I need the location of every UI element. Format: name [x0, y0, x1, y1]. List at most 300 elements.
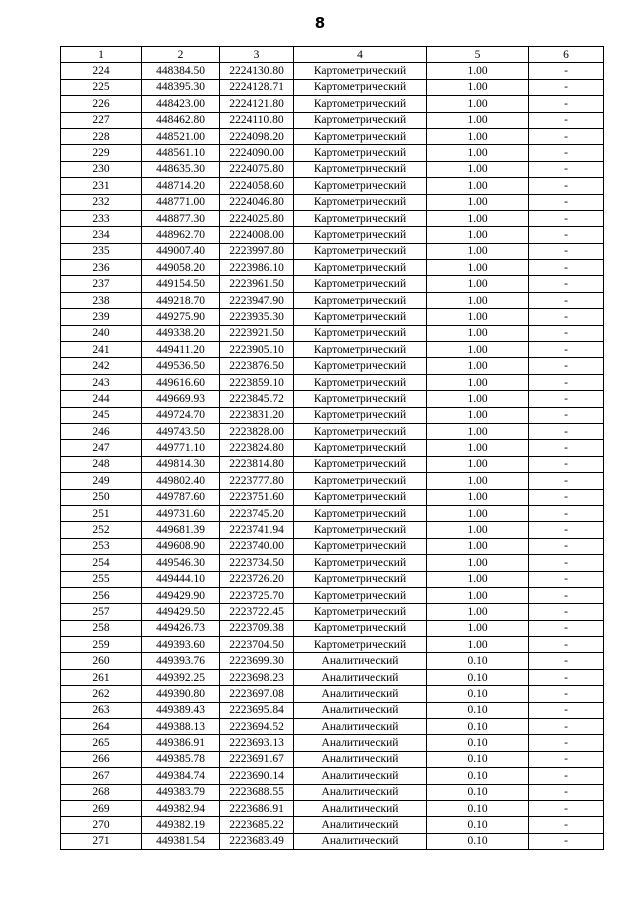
- table-cell: Картометрический: [294, 96, 427, 112]
- table-cell: -: [529, 604, 604, 620]
- table-cell: 1.00: [427, 309, 529, 325]
- table-cell: 2223986.10: [220, 260, 294, 276]
- table-cell: -: [529, 292, 604, 308]
- table-row: [61, 210, 604, 226]
- table-cell: 0.10: [427, 719, 529, 735]
- table-row: [61, 800, 604, 816]
- table-cell: Аналитический: [294, 751, 427, 767]
- table-cell: Картометрический: [294, 145, 427, 161]
- table-cell: Картометрический: [294, 79, 427, 95]
- table-cell: Аналитический: [294, 686, 427, 702]
- table-cell: 2223859.10: [220, 374, 294, 390]
- table-cell: Картометрический: [294, 604, 427, 620]
- table-cell: 449218.70: [142, 292, 220, 308]
- table-cell: -: [529, 669, 604, 685]
- table-cell: 235: [61, 243, 142, 259]
- table-cell: Картометрический: [294, 194, 427, 210]
- table-cell: -: [529, 538, 604, 554]
- column-header: 1: [61, 47, 142, 63]
- page-number: 8: [314, 14, 326, 32]
- table-row: [61, 571, 604, 587]
- table-cell: 2224008.00: [220, 227, 294, 243]
- table-row: [61, 292, 604, 308]
- table-cell: Картометрический: [294, 128, 427, 144]
- table-cell: 268: [61, 784, 142, 800]
- table-cell: 448462.80: [142, 112, 220, 128]
- table-cell: 449275.90: [142, 309, 220, 325]
- table-cell: 0.10: [427, 768, 529, 784]
- table-cell: -: [529, 833, 604, 849]
- table-row: [61, 686, 604, 702]
- table-row: [61, 587, 604, 603]
- table-cell: 449393.60: [142, 637, 220, 653]
- table-cell: 0.10: [427, 686, 529, 702]
- table-cell: 449669.93: [142, 391, 220, 407]
- table-cell: 2224130.80: [220, 63, 294, 79]
- column-header: 6: [529, 47, 604, 63]
- table-cell: 449381.54: [142, 833, 220, 849]
- table-row: [61, 358, 604, 374]
- table-row: [61, 112, 604, 128]
- table-cell: 449444.10: [142, 571, 220, 587]
- table-cell: -: [529, 620, 604, 636]
- table-row: [61, 489, 604, 505]
- table-cell: 240: [61, 325, 142, 341]
- table-cell: 2223722.45: [220, 604, 294, 620]
- table-cell: -: [529, 784, 604, 800]
- table-row: [61, 391, 604, 407]
- table-cell: Картометрический: [294, 358, 427, 374]
- table-row: [61, 817, 604, 833]
- table-cell: 1.00: [427, 292, 529, 308]
- table-cell: -: [529, 522, 604, 538]
- table-cell: 2223709.38: [220, 620, 294, 636]
- table-cell: 2223905.10: [220, 342, 294, 358]
- table-cell: 1.00: [427, 358, 529, 374]
- table-cell: Аналитический: [294, 800, 427, 816]
- table-cell: 1.00: [427, 374, 529, 390]
- table-row: [61, 276, 604, 292]
- table-cell: -: [529, 473, 604, 489]
- table-cell: 1.00: [427, 456, 529, 472]
- table-cell: 449616.60: [142, 374, 220, 390]
- table-cell: Картометрический: [294, 423, 427, 439]
- table-cell: 1.00: [427, 604, 529, 620]
- table-cell: -: [529, 702, 604, 718]
- table-cell: -: [529, 407, 604, 423]
- table-cell: 449393.76: [142, 653, 220, 669]
- table-cell: 2223704.50: [220, 637, 294, 653]
- table-cell: 449382.94: [142, 800, 220, 816]
- table-cell: 2223686.91: [220, 800, 294, 816]
- table-cell: 449007.40: [142, 243, 220, 259]
- table-cell: 0.10: [427, 817, 529, 833]
- table-cell: 239: [61, 309, 142, 325]
- table-cell: 2223831.20: [220, 407, 294, 423]
- table-cell: Картометрический: [294, 456, 427, 472]
- table-cell: -: [529, 342, 604, 358]
- table-cell: 232: [61, 194, 142, 210]
- table-cell: -: [529, 128, 604, 144]
- table-row: [61, 128, 604, 144]
- table-row: [61, 178, 604, 194]
- table-cell: -: [529, 555, 604, 571]
- table-cell: 449426.73: [142, 620, 220, 636]
- table-cell: Картометрический: [294, 161, 427, 177]
- table-cell: 0.10: [427, 784, 529, 800]
- table-cell: -: [529, 637, 604, 653]
- table-cell: 2223688.55: [220, 784, 294, 800]
- table-cell: 249: [61, 473, 142, 489]
- table-cell: -: [529, 735, 604, 751]
- table-cell: 230: [61, 161, 142, 177]
- table-cell: 1.00: [427, 210, 529, 226]
- table-cell: Картометрический: [294, 243, 427, 259]
- table-cell: -: [529, 719, 604, 735]
- table-cell: Картометрический: [294, 374, 427, 390]
- table-cell: 2223734.50: [220, 555, 294, 571]
- table-cell: 1.00: [427, 325, 529, 341]
- table-cell: 225: [61, 79, 142, 95]
- table-cell: 449724.70: [142, 407, 220, 423]
- table-cell: Аналитический: [294, 817, 427, 833]
- table-cell: -: [529, 325, 604, 341]
- table-cell: 1.00: [427, 637, 529, 653]
- table-cell: 449338.20: [142, 325, 220, 341]
- table-row: [61, 374, 604, 390]
- table-cell: -: [529, 63, 604, 79]
- table-cell: Картометрический: [294, 260, 427, 276]
- table-cell: Картометрический: [294, 440, 427, 456]
- table-cell: 250: [61, 489, 142, 505]
- table-cell: 2224098.20: [220, 128, 294, 144]
- table-cell: 0.10: [427, 702, 529, 718]
- table-cell: -: [529, 423, 604, 439]
- table-cell: 264: [61, 719, 142, 735]
- table-cell: 449429.50: [142, 604, 220, 620]
- table-cell: 2224025.80: [220, 210, 294, 226]
- table-cell: Аналитический: [294, 784, 427, 800]
- table-cell: 449390.80: [142, 686, 220, 702]
- table-cell: Картометрический: [294, 473, 427, 489]
- table-cell: 271: [61, 833, 142, 849]
- table-row: [61, 702, 604, 718]
- table-cell: 449411.20: [142, 342, 220, 358]
- table-cell: 2223699.30: [220, 653, 294, 669]
- table-row: [61, 637, 604, 653]
- table-cell: 2223740.00: [220, 538, 294, 554]
- table-row: [61, 440, 604, 456]
- table-cell: 0.10: [427, 735, 529, 751]
- table-cell: 265: [61, 735, 142, 751]
- table-cell: 1.00: [427, 620, 529, 636]
- table-row: [61, 260, 604, 276]
- table-cell: Картометрический: [294, 555, 427, 571]
- table-cell: -: [529, 96, 604, 112]
- table-cell: 449681.39: [142, 522, 220, 538]
- table-row: [61, 505, 604, 521]
- table-cell: Картометрический: [294, 538, 427, 554]
- table-cell: Аналитический: [294, 719, 427, 735]
- table-cell: -: [529, 260, 604, 276]
- table-cell: 267: [61, 768, 142, 784]
- table-cell: 260: [61, 653, 142, 669]
- table-cell: 0.10: [427, 653, 529, 669]
- table-cell: 449536.50: [142, 358, 220, 374]
- table-cell: -: [529, 817, 604, 833]
- table-cell: -: [529, 227, 604, 243]
- table-cell: 448714.20: [142, 178, 220, 194]
- table-row: [61, 79, 604, 95]
- table-cell: Картометрический: [294, 620, 427, 636]
- table-cell: 224: [61, 63, 142, 79]
- table-cell: 1.00: [427, 161, 529, 177]
- table-cell: 1.00: [427, 145, 529, 161]
- table-cell: -: [529, 440, 604, 456]
- table-row: [61, 538, 604, 554]
- table-cell: 246: [61, 423, 142, 439]
- table-cell: -: [529, 571, 604, 587]
- table-cell: 2223691.67: [220, 751, 294, 767]
- table-cell: 448771.00: [142, 194, 220, 210]
- table-cell: Картометрический: [294, 505, 427, 521]
- table-cell: 241: [61, 342, 142, 358]
- table-cell: 257: [61, 604, 142, 620]
- table-cell: 245: [61, 407, 142, 423]
- table-cell: Картометрический: [294, 309, 427, 325]
- table-cell: -: [529, 374, 604, 390]
- table-row: [61, 96, 604, 112]
- table-cell: 1.00: [427, 505, 529, 521]
- table-cell: 1.00: [427, 407, 529, 423]
- table-cell: 449058.20: [142, 260, 220, 276]
- table-cell: -: [529, 358, 604, 374]
- table-cell: 449814.30: [142, 456, 220, 472]
- table-cell: 0.10: [427, 751, 529, 767]
- table-cell: 2223726.20: [220, 571, 294, 587]
- table-cell: 1.00: [427, 342, 529, 358]
- table-row: [61, 63, 604, 79]
- table-cell: 233: [61, 210, 142, 226]
- table-cell: 2223695.84: [220, 702, 294, 718]
- table-cell: 2224075.80: [220, 161, 294, 177]
- table-cell: 1.00: [427, 440, 529, 456]
- table-cell: 449385.78: [142, 751, 220, 767]
- table-cell: 236: [61, 260, 142, 276]
- table-cell: Картометрический: [294, 571, 427, 587]
- table-cell: 2223697.08: [220, 686, 294, 702]
- table-row: [61, 456, 604, 472]
- table-cell: Аналитический: [294, 833, 427, 849]
- table-row: [61, 768, 604, 784]
- table-cell: 448395.30: [142, 79, 220, 95]
- table-row: [61, 325, 604, 341]
- table-cell: 449388.13: [142, 719, 220, 735]
- table-cell: 1.00: [427, 473, 529, 489]
- table-cell: 1.00: [427, 555, 529, 571]
- table-cell: Аналитический: [294, 768, 427, 784]
- table-cell: 237: [61, 276, 142, 292]
- table-cell: -: [529, 768, 604, 784]
- table-cell: 254: [61, 555, 142, 571]
- table-cell: 2223693.13: [220, 735, 294, 751]
- table-cell: 1.00: [427, 243, 529, 259]
- table-cell: 2223845.72: [220, 391, 294, 407]
- table-cell: 2223685.22: [220, 817, 294, 833]
- table-cell: 1.00: [427, 522, 529, 538]
- column-header: 5: [427, 47, 529, 63]
- table-cell: 449731.60: [142, 505, 220, 521]
- table-cell: 231: [61, 178, 142, 194]
- table-cell: 449608.90: [142, 538, 220, 554]
- table-cell: -: [529, 391, 604, 407]
- table-cell: 2223876.50: [220, 358, 294, 374]
- table-cell: -: [529, 456, 604, 472]
- table-cell: 2224128.71: [220, 79, 294, 95]
- table-cell: 448635.30: [142, 161, 220, 177]
- table-cell: Картометрический: [294, 391, 427, 407]
- table-cell: 2223725.70: [220, 587, 294, 603]
- table-cell: -: [529, 145, 604, 161]
- table-cell: 255: [61, 571, 142, 587]
- table-row: [61, 719, 604, 735]
- table-cell: -: [529, 489, 604, 505]
- table-cell: 448877.30: [142, 210, 220, 226]
- table-cell: -: [529, 210, 604, 226]
- table-cell: 263: [61, 702, 142, 718]
- table-cell: 256: [61, 587, 142, 603]
- table-cell: 261: [61, 669, 142, 685]
- table-cell: 2223935.30: [220, 309, 294, 325]
- table-cell: 0.10: [427, 800, 529, 816]
- table-cell: 243: [61, 374, 142, 390]
- table-cell: 2223690.14: [220, 768, 294, 784]
- table-cell: 449389.43: [142, 702, 220, 718]
- table-cell: 270: [61, 817, 142, 833]
- table-cell: 2223961.50: [220, 276, 294, 292]
- table-cell: 1.00: [427, 227, 529, 243]
- table-cell: 252: [61, 522, 142, 538]
- table-cell: 1.00: [427, 112, 529, 128]
- table-cell: -: [529, 800, 604, 816]
- table-cell: Картометрический: [294, 522, 427, 538]
- table-cell: Аналитический: [294, 669, 427, 685]
- table-cell: 1.00: [427, 423, 529, 439]
- column-header: 2: [142, 47, 220, 63]
- table-cell: Картометрический: [294, 63, 427, 79]
- table-cell: 2223741.94: [220, 522, 294, 538]
- table-cell: 2223698.23: [220, 669, 294, 685]
- table-cell: -: [529, 653, 604, 669]
- table-cell: 227: [61, 112, 142, 128]
- table-row: [61, 555, 604, 571]
- table-row: [61, 473, 604, 489]
- table-row: [61, 653, 604, 669]
- table-cell: -: [529, 161, 604, 177]
- table-cell: 449743.50: [142, 423, 220, 439]
- table-body: [61, 63, 604, 850]
- table-cell: 1.00: [427, 194, 529, 210]
- table-cell: 449383.79: [142, 784, 220, 800]
- table-cell: 228: [61, 128, 142, 144]
- table-row: [61, 604, 604, 620]
- table-cell: 0.10: [427, 833, 529, 849]
- table-cell: 2223947.90: [220, 292, 294, 308]
- coordinates-table: [60, 46, 604, 850]
- table-cell: -: [529, 178, 604, 194]
- table-cell: 244: [61, 391, 142, 407]
- table-cell: -: [529, 194, 604, 210]
- table-cell: -: [529, 243, 604, 259]
- table-cell: 1.00: [427, 96, 529, 112]
- table-cell: 238: [61, 292, 142, 308]
- table-cell: Картометрический: [294, 489, 427, 505]
- table-cell: 2223814.80: [220, 456, 294, 472]
- table-row: [61, 145, 604, 161]
- table-cell: 2223828.00: [220, 423, 294, 439]
- table-row: [61, 423, 604, 439]
- table-cell: 251: [61, 505, 142, 521]
- table-cell: 449802.40: [142, 473, 220, 489]
- table-cell: 247: [61, 440, 142, 456]
- table-cell: 449429.90: [142, 587, 220, 603]
- table-row: [61, 669, 604, 685]
- table-cell: 448521.00: [142, 128, 220, 144]
- table-cell: -: [529, 686, 604, 702]
- table-cell: 1.00: [427, 538, 529, 554]
- table-cell: 1.00: [427, 587, 529, 603]
- table-row: [61, 227, 604, 243]
- table-cell: 2224090.00: [220, 145, 294, 161]
- table-cell: Картометрический: [294, 407, 427, 423]
- table-row: [61, 751, 604, 767]
- table-cell: 2223694.52: [220, 719, 294, 735]
- table-cell: 449386.91: [142, 735, 220, 751]
- table-row: [61, 522, 604, 538]
- table-cell: 0.10: [427, 669, 529, 685]
- table-row: [61, 620, 604, 636]
- table-cell: -: [529, 276, 604, 292]
- table-cell: Аналитический: [294, 702, 427, 718]
- table-cell: 448384.50: [142, 63, 220, 79]
- table-row: [61, 407, 604, 423]
- table-cell: 242: [61, 358, 142, 374]
- table-row: [61, 309, 604, 325]
- header-row: [61, 47, 604, 63]
- table-cell: Аналитический: [294, 653, 427, 669]
- table-cell: -: [529, 309, 604, 325]
- table-cell: 262: [61, 686, 142, 702]
- table-cell: 2223824.80: [220, 440, 294, 456]
- table-cell: -: [529, 79, 604, 95]
- table-cell: -: [529, 751, 604, 767]
- column-header: 3: [220, 47, 294, 63]
- table-row: [61, 194, 604, 210]
- table-cell: 449546.30: [142, 555, 220, 571]
- table-cell: Картометрический: [294, 178, 427, 194]
- table-cell: 2224110.80: [220, 112, 294, 128]
- table-cell: Картометрический: [294, 292, 427, 308]
- table-cell: 448561.10: [142, 145, 220, 161]
- table-cell: Картометрический: [294, 637, 427, 653]
- table-cell: 2224046.80: [220, 194, 294, 210]
- table-cell: 269: [61, 800, 142, 816]
- table-cell: 253: [61, 538, 142, 554]
- table-cell: 2223751.60: [220, 489, 294, 505]
- table-cell: 1.00: [427, 391, 529, 407]
- table-cell: 1.00: [427, 79, 529, 95]
- table-cell: 234: [61, 227, 142, 243]
